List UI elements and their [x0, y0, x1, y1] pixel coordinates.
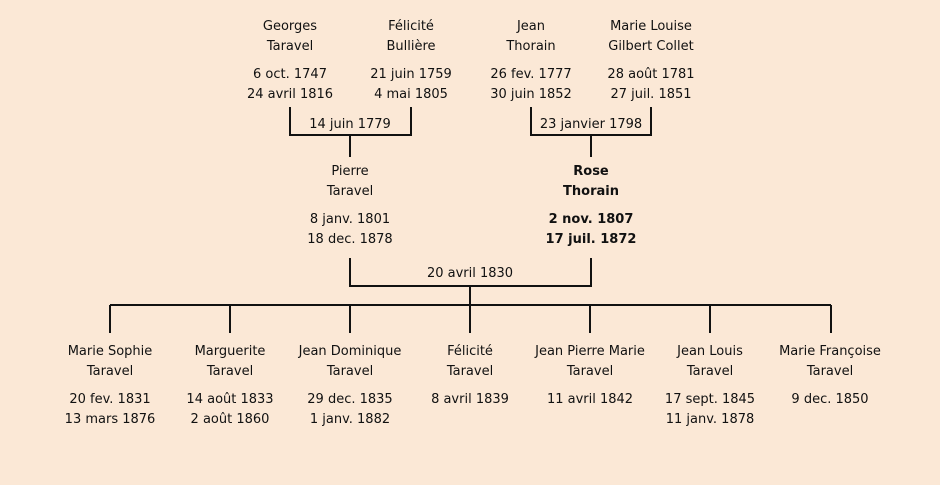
last-name: Bullière: [386, 39, 436, 54]
person-marie-louise-gilbert-collet: [581, 17, 721, 105]
death-date: 4 mai 1805: [374, 87, 448, 102]
birth-date: 6 oct. 1747: [253, 67, 327, 82]
child-jean-louis: [640, 342, 780, 430]
death-date: 2 août 1860: [190, 412, 270, 427]
birth-date: 17 sept. 1845: [664, 392, 756, 407]
birth-date: 28 août 1781: [607, 67, 695, 82]
birth-date: 8 janv. 1801: [309, 212, 391, 227]
first-name: Marguerite: [194, 344, 266, 359]
last-name: Taravel: [806, 364, 854, 379]
first-name: Marie Sophie: [67, 344, 153, 359]
child-marguerite: [160, 342, 300, 430]
first-name: Jean: [516, 19, 546, 34]
birth-date: 21 juin 1759: [370, 67, 452, 82]
paternal-marriage-date: 14 juin 1779: [309, 117, 391, 132]
first-name: Marie Louise: [610, 19, 692, 34]
person-jean-thorain: [461, 17, 601, 105]
last-name: Taravel: [206, 364, 254, 379]
person-felicite-bulliere: [341, 17, 481, 105]
death-date: 18 dec. 1878: [307, 232, 393, 247]
last-name: Thorain: [563, 184, 619, 199]
death-date: 13 mars 1876: [64, 412, 156, 427]
last-name: Gilbert Collet: [608, 39, 694, 54]
birth-date: 9 dec. 1850: [791, 392, 869, 407]
last-name: Taravel: [266, 39, 314, 54]
last-name: Taravel: [686, 364, 734, 379]
last-name: Taravel: [86, 364, 134, 379]
child-marie-francoise: [760, 342, 900, 410]
death-date: 30 juin 1852: [490, 87, 572, 102]
birth-date: 29 dec. 1835: [307, 392, 393, 407]
first-name: Félicité: [388, 19, 434, 34]
last-name: Taravel: [566, 364, 614, 379]
death-date: 24 avril 1816: [246, 87, 334, 102]
person-rose-thorain-focus: [521, 162, 661, 250]
death-date: 17 juil. 1872: [545, 232, 637, 247]
first-name: Jean Dominique: [298, 344, 402, 359]
first-name: Jean Pierre Marie: [535, 344, 645, 359]
first-name: Pierre: [331, 164, 369, 179]
parents-marriage-date: 20 avril 1830: [426, 266, 514, 281]
birth-date: 20 fev. 1831: [69, 392, 151, 407]
person-pierre-taravel: [280, 162, 420, 250]
child-jean-pierre-marie: [520, 342, 660, 410]
birth-date: 8 avril 1839: [431, 392, 509, 407]
child-jean-dominique: [280, 342, 420, 430]
last-name: Thorain: [506, 39, 556, 54]
death-date: 27 juil. 1851: [610, 87, 692, 102]
last-name: Taravel: [326, 184, 374, 199]
last-name: Taravel: [446, 364, 494, 379]
person-georges-taravel: [220, 17, 360, 105]
death-date: 11 janv. 1878: [665, 412, 755, 427]
birth-date: 26 fev. 1777: [490, 67, 572, 82]
first-name: Georges: [262, 19, 318, 34]
child-felicite: [400, 342, 540, 410]
child-marie-sophie: [40, 342, 180, 430]
death-date: 1 janv. 1882: [309, 412, 391, 427]
birth-date: 2 nov. 1807: [548, 212, 634, 227]
first-name: Jean Louis: [677, 344, 743, 359]
last-name: Taravel: [326, 364, 374, 379]
birth-date: 11 avril 1842: [546, 392, 634, 407]
first-name: Marie Françoise: [779, 344, 881, 359]
first-name: Félicité: [447, 344, 493, 359]
first-name: Rose: [573, 164, 609, 179]
maternal-marriage-date: 23 janvier 1798: [539, 117, 643, 132]
birth-date: 14 août 1833: [186, 392, 274, 407]
